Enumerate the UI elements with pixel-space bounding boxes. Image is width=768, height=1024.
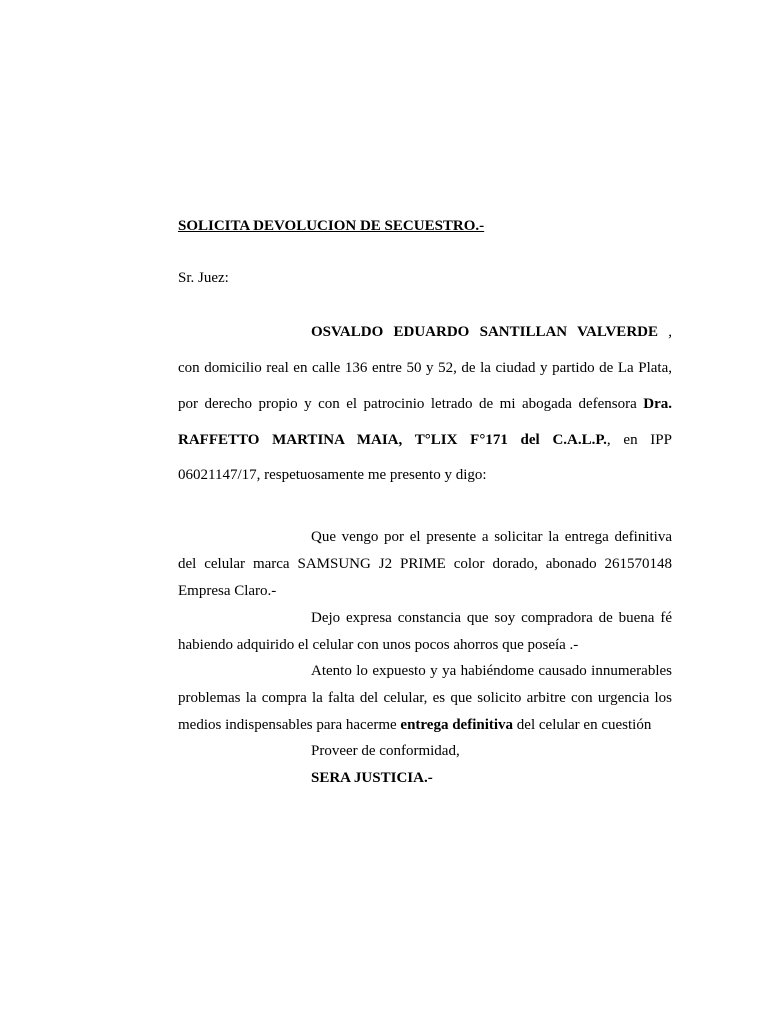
paragraph-2-line-2: habiendo adquirido el celular con unos pocos ahorros que poseía .- (178, 637, 579, 653)
paragraph-3-line-1: Atento lo expuesto y ya habiéndome causado innumerables (311, 663, 672, 679)
paragraph-3-emphasis: entrega definitiva (400, 717, 514, 733)
paragraph-3-text-a: medios indispensables para hacerme (178, 717, 401, 733)
paragraph-2-line-1: Dejo expresa constancia que soy compradora de buena fé (311, 610, 672, 626)
ipp-label: , en IPP (606, 432, 672, 448)
signature-line: SERA JUSTICIA.- (311, 770, 433, 786)
petitioner-name-suffix: , (658, 324, 673, 340)
intro-line-representation (178, 395, 672, 413)
attorney-title: Dra. (643, 396, 672, 412)
paragraph-1-line-3: Empresa Claro.- (178, 583, 277, 599)
paragraph-3-text-c: del celular en cuestión (513, 717, 652, 733)
representation-text: por derecho propio y con el patrocinio letrado de mi abogada defensora (178, 396, 644, 412)
petitioner-name-line (311, 323, 672, 341)
petitioner-name: OSVALDO EDUARDO SANTILLAN VALVERDE (311, 324, 658, 340)
document-title: SOLICITA DEVOLUCION DE SECUESTRO.- (178, 218, 485, 234)
attorney-name: RAFFETTO MARTINA MAIA, T°LIX F°171 del C.A.L.P. (178, 432, 607, 448)
intro-line-attorney (178, 431, 672, 449)
intro-line-address: con domicilio real en calle 136 entre 50 y 52, de la ciudad y partido de La Plata, (178, 360, 672, 376)
paragraph-1-line-2: del celular marca SAMSUNG J2 PRIME color dorado, abonado 261570148 (178, 556, 672, 572)
paragraph-3-line-2: problemas la compra la falta del celular, es que solicito arbitre con urgencia los (178, 690, 672, 706)
paragraph-3-line-3 (178, 716, 651, 734)
closing-line: Proveer de conformidad, (311, 743, 460, 759)
salutation: Sr. Juez: (178, 270, 229, 286)
intro-line-case-number: 06021147/17, respetuosamente me presento y digo: (178, 467, 487, 483)
paragraph-1-line-1: Que vengo por el presente a solicitar la entrega definitiva (311, 529, 672, 545)
